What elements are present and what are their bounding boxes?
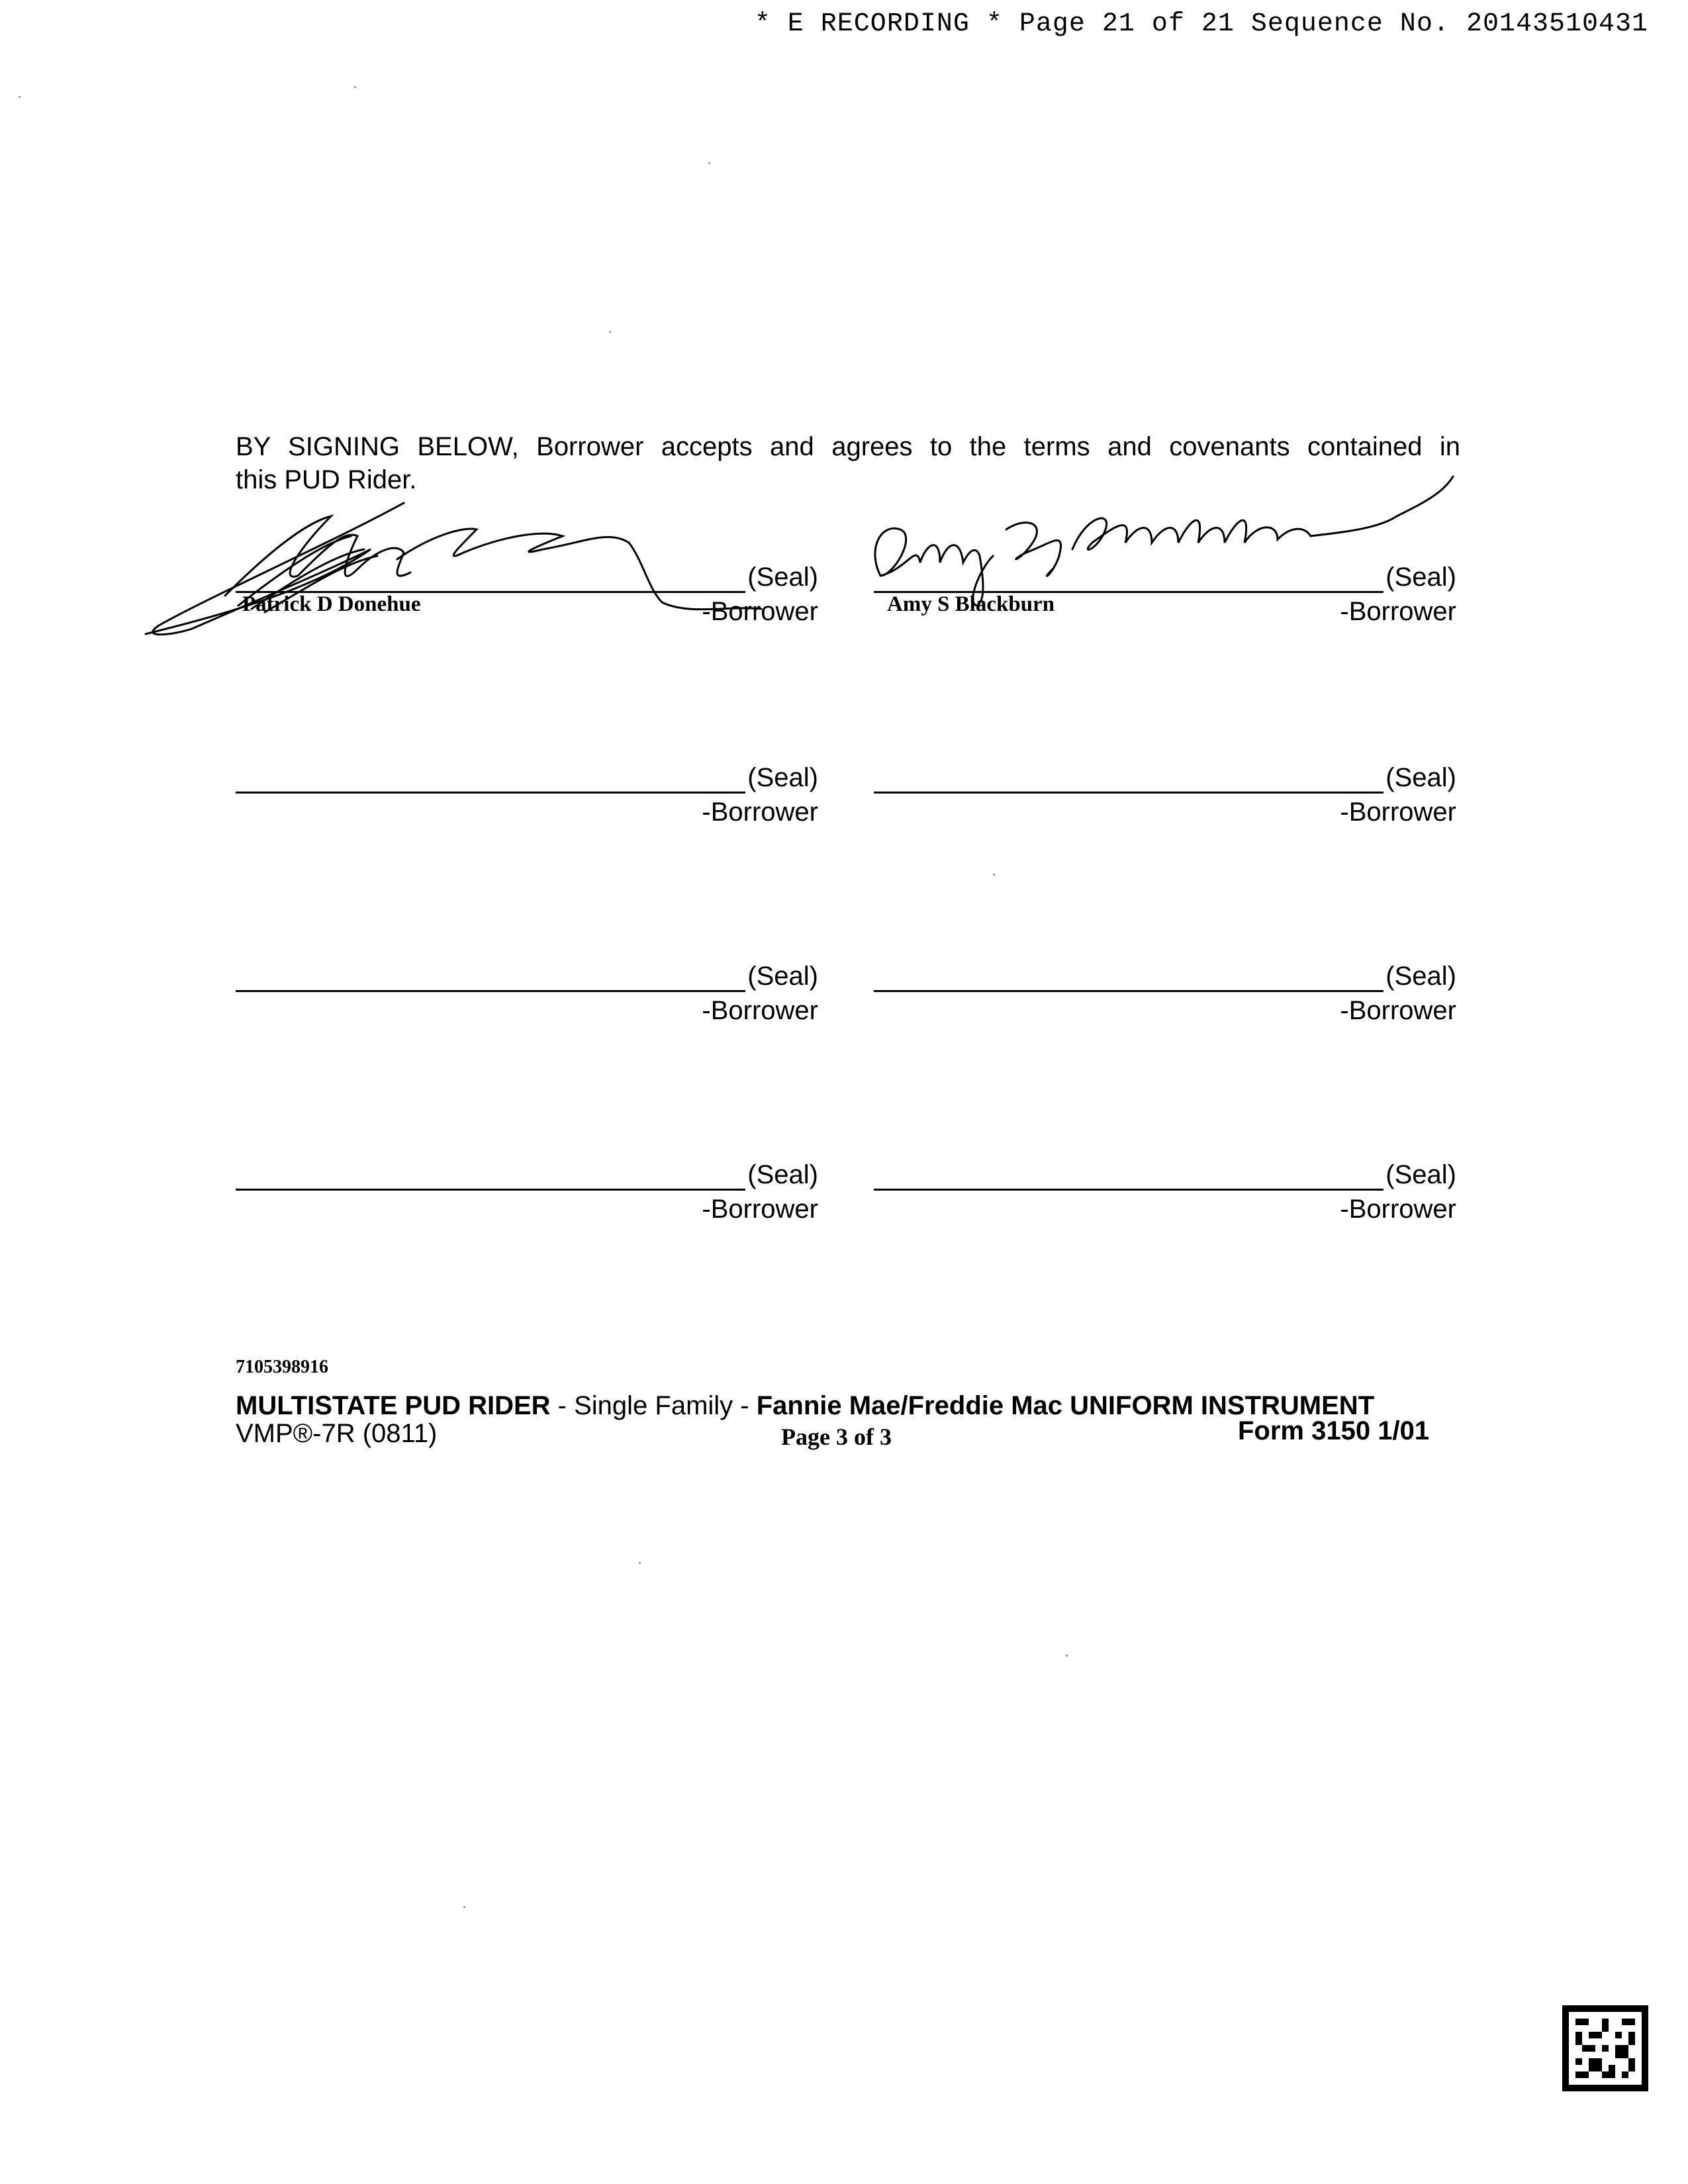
loan-number: 7105398916 bbox=[236, 1357, 328, 1377]
seal-label: (Seal) bbox=[1385, 763, 1456, 792]
seal-label: (Seal) bbox=[747, 563, 818, 592]
scan-speck bbox=[708, 162, 710, 164]
seal-label: (Seal) bbox=[747, 763, 818, 792]
borrower-label: -Borrower bbox=[702, 797, 818, 827]
scan-speck bbox=[354, 86, 356, 88]
seal-label: (Seal) bbox=[1385, 1160, 1456, 1189]
borrower-printed-name: Amy S Blackburn bbox=[887, 592, 1055, 616]
handwritten-signature-patrick bbox=[132, 490, 728, 649]
borrower-label: -Borrower bbox=[1340, 597, 1456, 626]
form-code-main: VMP®-7R bbox=[236, 1419, 355, 1448]
form-number: Form 3150 1/01 bbox=[1238, 1416, 1430, 1445]
scan-speck bbox=[609, 331, 611, 333]
form-code bbox=[236, 1419, 437, 1449]
signature-block-6 bbox=[874, 962, 1456, 1028]
handwritten-signature-amy bbox=[854, 490, 1463, 615]
agreement-line-1: BY SIGNING BELOW, Borrower accepts and agrees to the terms and covenants contained in bbox=[236, 432, 1460, 461]
seal-label: (Seal) bbox=[1385, 962, 1456, 991]
scan-speck bbox=[19, 96, 21, 98]
form-title-main: MULTISTATE PUD RIDER bbox=[236, 1391, 551, 1420]
seal-label: (Seal) bbox=[747, 962, 818, 991]
agreement-statement bbox=[236, 430, 1460, 496]
seal-label: (Seal) bbox=[1385, 563, 1456, 592]
form-title-type: - Single Family - bbox=[550, 1391, 757, 1420]
form-code-version: (0811) bbox=[355, 1419, 438, 1448]
scan-speck bbox=[993, 874, 995, 876]
borrower-printed-name: Patrick D Donehue bbox=[242, 592, 421, 616]
seal-label: (Seal) bbox=[747, 1160, 818, 1189]
form-title-instrument: Fannie Mae/Freddie Mac UNIFORM INSTRUMENT bbox=[756, 1391, 1375, 1420]
signature-block-7 bbox=[236, 1160, 818, 1226]
borrower-label: -Borrower bbox=[1340, 797, 1456, 827]
signature-block-8 bbox=[874, 1160, 1456, 1226]
signature-block-3 bbox=[236, 763, 818, 829]
borrower-label: -Borrower bbox=[702, 597, 818, 626]
signature-line bbox=[874, 990, 1383, 992]
signature-block-5 bbox=[236, 962, 818, 1028]
scan-speck bbox=[463, 1906, 465, 1908]
agreement-line-2: this PUD Rider. bbox=[236, 465, 417, 494]
borrower-label: -Borrower bbox=[1340, 996, 1456, 1025]
scan-speck bbox=[1066, 1655, 1068, 1657]
qr-code-icon bbox=[1562, 2005, 1648, 2091]
recording-header: * E RECORDING * Page 21 of 21 Sequence No. 20143510431 bbox=[754, 9, 1648, 39]
signature-line bbox=[236, 1189, 745, 1191]
borrower-label: -Borrower bbox=[702, 1195, 818, 1224]
signature-line bbox=[236, 990, 745, 992]
signature-line bbox=[236, 792, 745, 794]
borrower-label: -Borrower bbox=[1340, 1195, 1456, 1224]
scan-speck bbox=[639, 1562, 641, 1564]
signature-line bbox=[874, 1189, 1383, 1191]
signature-line bbox=[874, 792, 1383, 794]
signature-block-4 bbox=[874, 763, 1456, 829]
page-number: Page 3 of 3 bbox=[781, 1424, 892, 1450]
borrower-label: -Borrower bbox=[702, 996, 818, 1025]
form-title bbox=[236, 1391, 1374, 1421]
